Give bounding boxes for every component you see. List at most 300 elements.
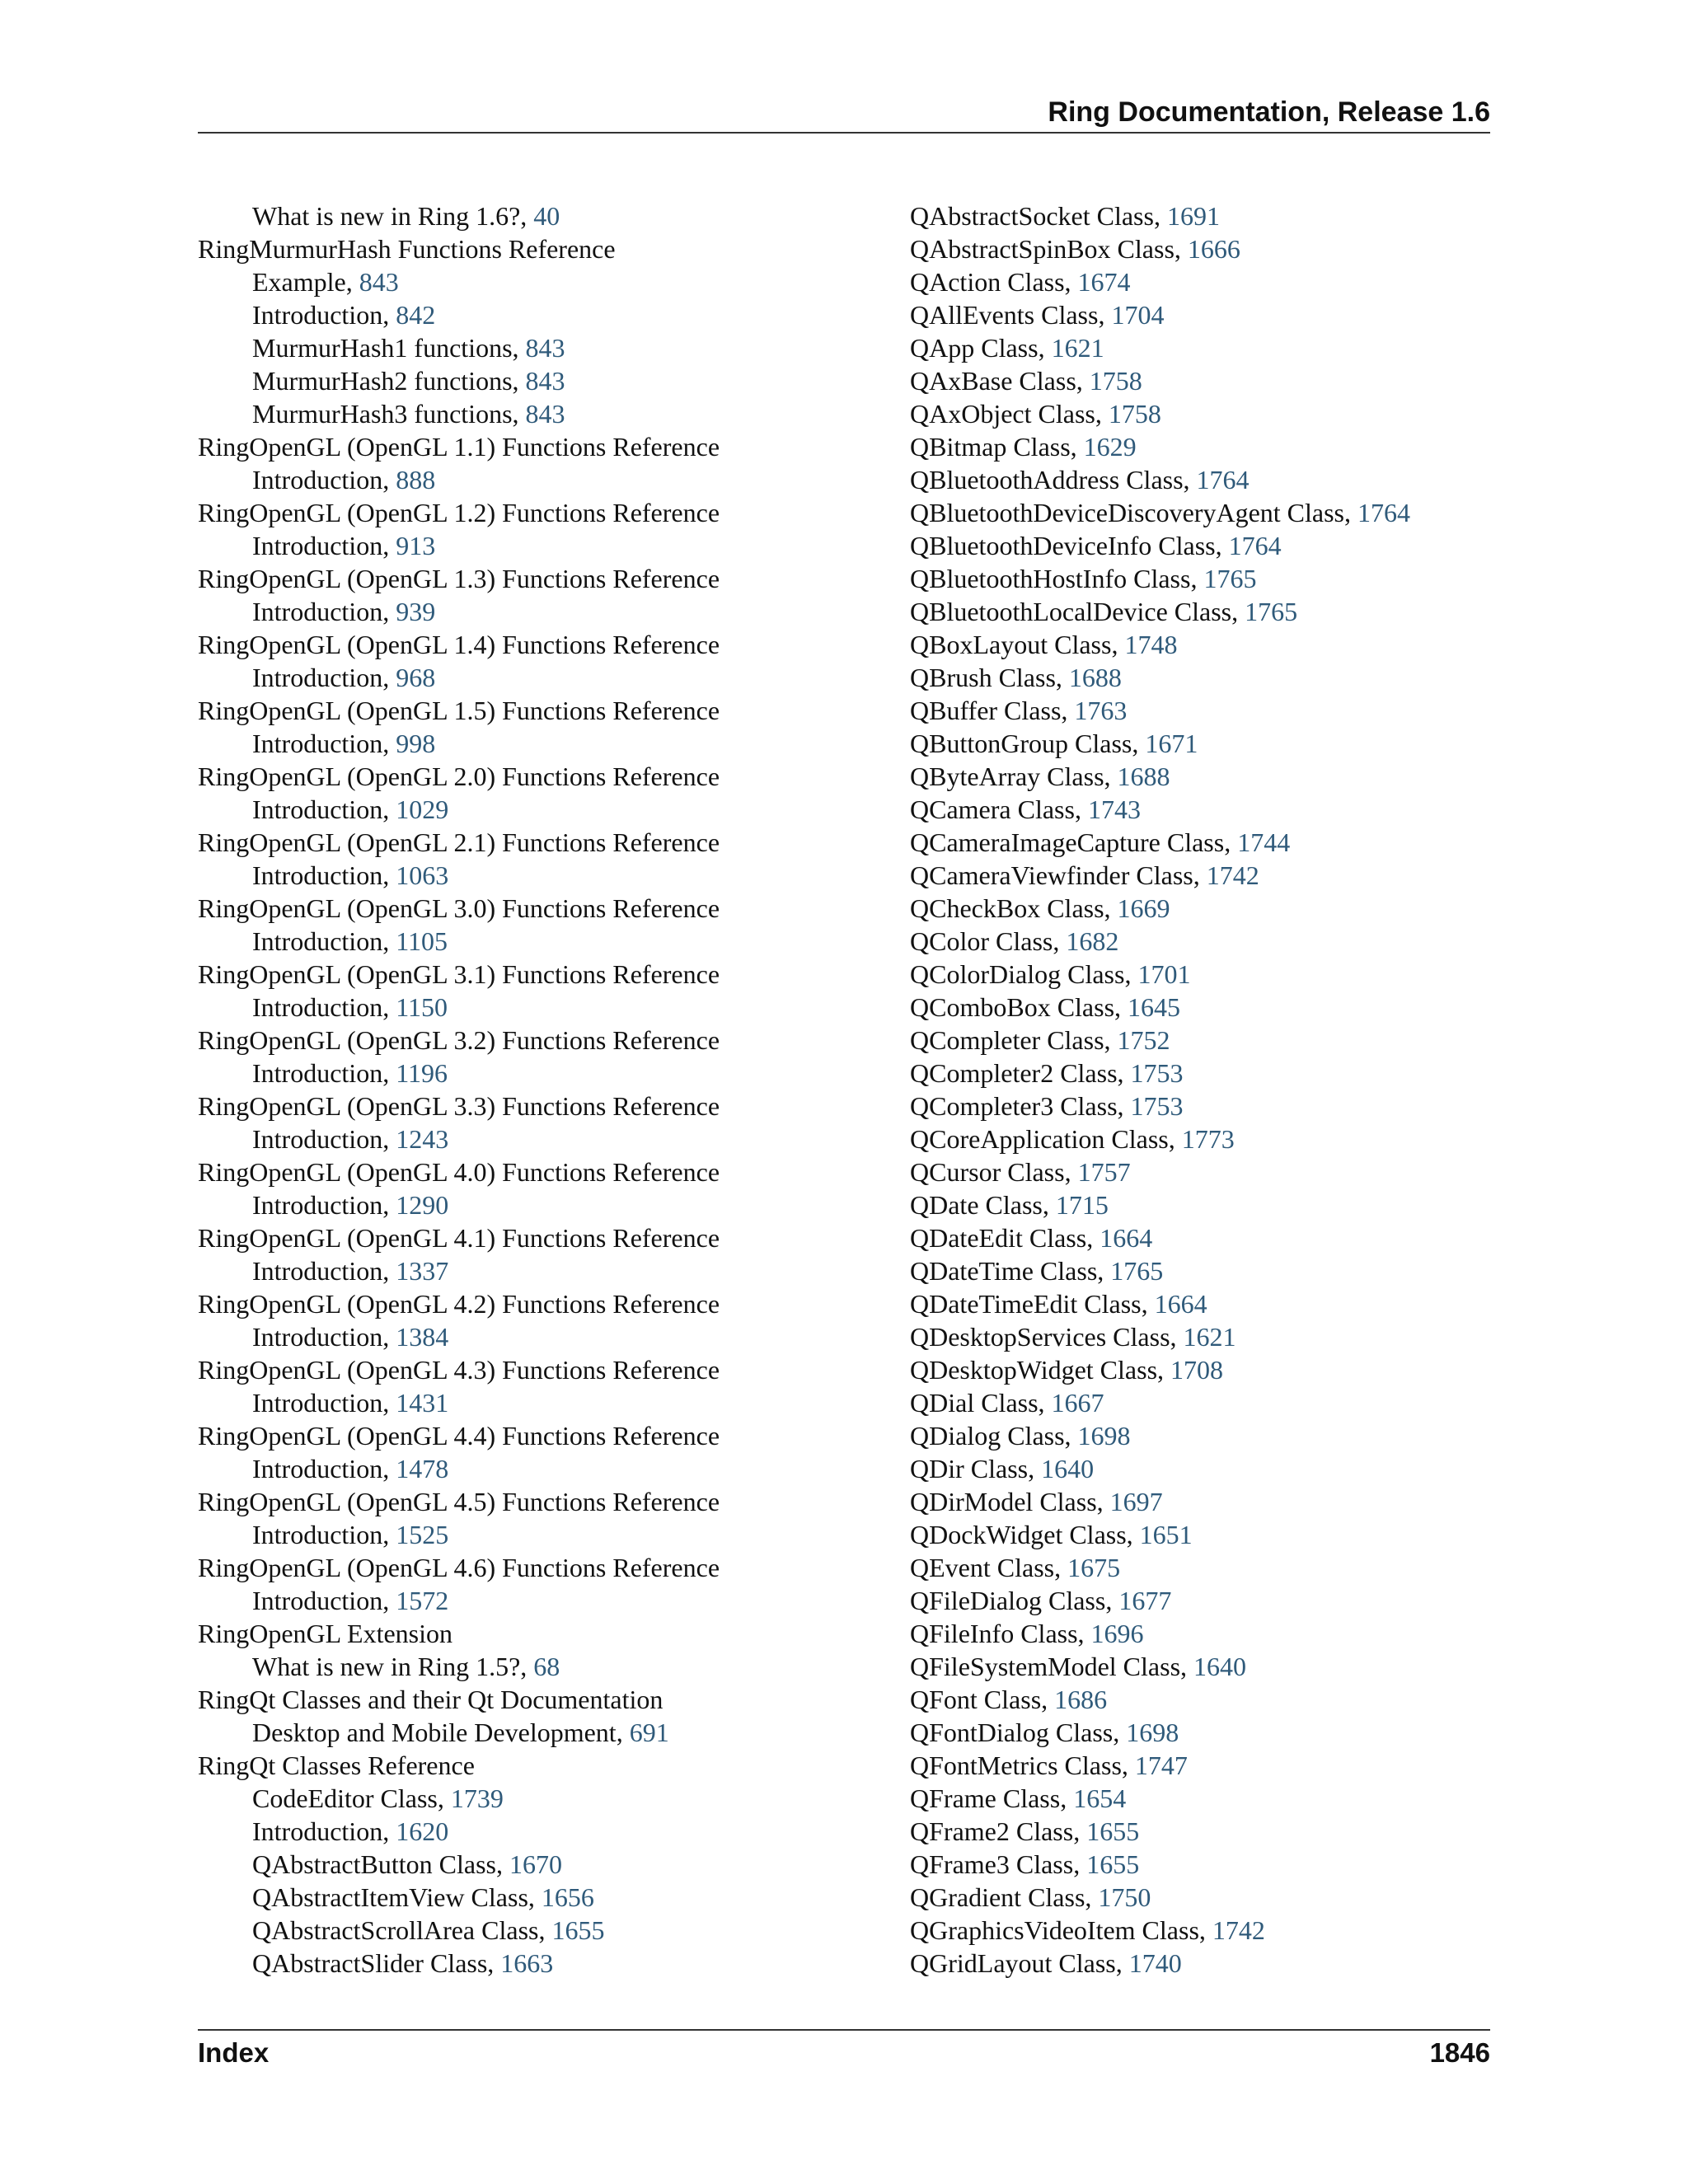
page-link[interactable]: 1758: [1089, 366, 1142, 396]
index-entry-text: QDateTimeEdit Class: [910, 1289, 1142, 1319]
index-entry: [910, 1749, 1536, 1782]
separator: ,: [382, 729, 396, 758]
separator: ,: [1141, 1289, 1155, 1319]
index-entry: [910, 1024, 1536, 1057]
separator: ,: [1053, 926, 1067, 956]
page-link[interactable]: 1675: [1067, 1553, 1121, 1582]
page-number: 1846: [1429, 2037, 1490, 2068]
index-entry: [910, 1090, 1536, 1122]
page-link[interactable]: 1655: [1086, 1849, 1140, 1879]
page-link[interactable]: 1764: [1228, 531, 1282, 560]
page-link[interactable]: 1763: [1074, 696, 1128, 725]
separator: ,: [1073, 1816, 1087, 1846]
page-link[interactable]: 40: [533, 201, 560, 231]
index-entry-text: QFrame2 Class: [910, 1816, 1074, 1846]
index-entry-text: RingOpenGL (OpenGL 4.6) Functions Reference: [198, 1553, 720, 1582]
index-entry: [910, 1419, 1536, 1452]
page-link[interactable]: 843: [525, 366, 565, 396]
index-column-right: [910, 199, 1536, 1980]
index-column-left: [198, 199, 874, 1980]
index-entry-text: Introduction: [252, 1190, 383, 1220]
index-entry: [910, 1617, 1536, 1650]
index-entry-text: RingOpenGL (OpenGL 4.4) Functions Reference: [198, 1421, 720, 1451]
page-link[interactable]: 1478: [396, 1454, 449, 1483]
page-link[interactable]: 1753: [1130, 1091, 1184, 1121]
index-entry: [910, 397, 1536, 430]
index-entry: [910, 760, 1536, 793]
index-entry-text: Introduction: [252, 663, 383, 692]
index-entry-text: Introduction: [252, 1322, 383, 1352]
page-link[interactable]: 913: [396, 531, 436, 560]
index-entry: [910, 1914, 1536, 1947]
index-subentry: [198, 1188, 874, 1221]
page-link[interactable]: 1773: [1181, 1124, 1235, 1154]
index-entry-text: QBitmap Class: [910, 432, 1071, 462]
page-link[interactable]: 1669: [1117, 893, 1170, 923]
index-entry-text: QApp Class: [910, 333, 1039, 363]
page-link[interactable]: 1525: [396, 1520, 449, 1549]
page-link[interactable]: 691: [629, 1718, 669, 1747]
separator: ,: [437, 1783, 451, 1813]
separator: ,: [1064, 1421, 1078, 1451]
separator: ,: [382, 1816, 396, 1846]
index-entry-text: QAbstractScrollArea Class: [252, 1915, 539, 1945]
index-entry: [910, 925, 1536, 958]
index-subentry: [198, 1848, 874, 1881]
separator: ,: [382, 597, 396, 626]
separator: ,: [512, 399, 526, 429]
separator: ,: [382, 926, 396, 956]
separator: ,: [1060, 1783, 1074, 1813]
index-entry-text: QCameraImageCapture Class: [910, 827, 1225, 857]
index-entry-text: QDirModel Class: [910, 1487, 1097, 1516]
page-link[interactable]: 1150: [396, 992, 448, 1022]
page-link[interactable]: 1696: [1090, 1619, 1144, 1648]
index-entry-text: QDialog Class: [910, 1421, 1065, 1451]
page-link[interactable]: 842: [396, 300, 436, 330]
index-entry-text: RingOpenGL (OpenGL 2.1) Functions Reference: [198, 827, 720, 857]
page-link[interactable]: 1682: [1066, 926, 1119, 956]
page-link[interactable]: 1629: [1083, 432, 1137, 462]
index-entry: [910, 331, 1536, 364]
index-entry-text: QAction Class: [910, 267, 1065, 297]
separator: ,: [1038, 1388, 1052, 1418]
index-entry-text: What is new in Ring 1.5?: [252, 1652, 521, 1681]
index-entry-text: QBluetoothDeviceDiscoveryAgent Class: [910, 498, 1344, 527]
index-entry: [910, 1848, 1536, 1881]
page-link[interactable]: 1384: [396, 1322, 449, 1352]
index-entry: [198, 892, 874, 925]
index-entry: [910, 529, 1536, 562]
separator: ,: [1086, 1223, 1100, 1253]
page-link[interactable]: 1691: [1166, 201, 1220, 231]
page-link[interactable]: 939: [396, 597, 436, 626]
index-entry: [910, 628, 1536, 661]
index-entry: [910, 958, 1536, 991]
separator: ,: [1104, 893, 1118, 923]
index-entry: [910, 859, 1536, 892]
index-entry: [910, 1683, 1536, 1716]
index-entry-text: Introduction: [252, 860, 383, 890]
index-entry-text: QDockWidget Class: [910, 1520, 1127, 1549]
index-entry: [198, 430, 874, 463]
page-link[interactable]: 1620: [396, 1816, 449, 1846]
page-link[interactable]: 1752: [1117, 1025, 1170, 1055]
document-title: Ring Documentation, Release 1.6: [1048, 96, 1490, 128]
index-entry-text: QGraphicsVideoItem Class: [910, 1915, 1199, 1945]
index-entry-text: QBluetoothDeviceInfo Class: [910, 531, 1216, 560]
page-link[interactable]: 1105: [396, 926, 448, 956]
page-link[interactable]: 1655: [1086, 1816, 1140, 1846]
index-entry: [910, 1485, 1536, 1518]
index-entry-text: QCursor Class: [910, 1157, 1065, 1187]
index-entry-text: QButtonGroup Class: [910, 729, 1132, 758]
page-link[interactable]: 1688: [1117, 762, 1170, 791]
index-entry-text: RingOpenGL (OpenGL 3.3) Functions Reference: [198, 1091, 720, 1121]
page-link[interactable]: 1572: [396, 1586, 449, 1615]
index-entry: [910, 1386, 1536, 1419]
index-entry: [910, 1320, 1536, 1353]
index-subentry: [198, 298, 874, 331]
separator: ,: [1174, 234, 1188, 264]
page-link[interactable]: 1663: [500, 1948, 554, 1978]
index-subentry: [198, 529, 874, 562]
index-entry: [198, 1749, 874, 1782]
separator: ,: [1064, 267, 1078, 297]
index-entry-text: QBluetoothLocalDevice Class: [910, 597, 1232, 626]
index-entry-text: RingOpenGL (OpenGL 3.1) Functions Reference: [198, 959, 720, 989]
index-entry: [198, 1485, 874, 1518]
separator: ,: [1114, 992, 1128, 1022]
page-footer: [198, 2029, 1490, 2072]
page-link[interactable]: 1688: [1068, 663, 1122, 692]
page-link[interactable]: 1666: [1187, 234, 1240, 264]
index-entry: [910, 430, 1536, 463]
page-link[interactable]: 1744: [1237, 827, 1291, 857]
page-link[interactable]: 1674: [1077, 267, 1131, 297]
page-link[interactable]: 1677: [1118, 1586, 1172, 1615]
index-entry-text: Introduction: [252, 1124, 383, 1154]
index-entry-text: QDesktopServices Class: [910, 1322, 1170, 1352]
page-link[interactable]: 1697: [1109, 1487, 1163, 1516]
page-link[interactable]: 1664: [1100, 1223, 1153, 1253]
index-entry: [910, 1782, 1536, 1815]
index-subentry: [198, 199, 874, 232]
separator: ,: [487, 1948, 501, 1978]
index-entry: [910, 199, 1536, 232]
index-entry-text: QCompleter3 Class: [910, 1091, 1118, 1121]
index-entry-text: Introduction: [252, 1454, 383, 1483]
index-entry: [910, 1353, 1536, 1386]
separator: ,: [1117, 1058, 1131, 1088]
index-entry: [198, 826, 874, 859]
index-entry-text: Introduction: [252, 1586, 383, 1615]
page-link[interactable]: 1747: [1134, 1750, 1188, 1780]
index-entry-text: QDateEdit Class: [910, 1223, 1087, 1253]
page-link[interactable]: 998: [396, 729, 436, 758]
index-entry: [910, 826, 1536, 859]
page-link[interactable]: 1757: [1077, 1157, 1131, 1187]
page-link[interactable]: 1740: [1128, 1948, 1182, 1978]
index-subentry: [198, 1452, 874, 1485]
index-entry-text: RingOpenGL (OpenGL 4.5) Functions Reference: [198, 1487, 720, 1516]
index-entry-text: RingOpenGL (OpenGL 1.4) Functions Reference: [198, 630, 720, 659]
index-entry: [198, 1551, 874, 1584]
index-entry: [198, 1353, 874, 1386]
page-link[interactable]: 1701: [1137, 959, 1191, 989]
index-entry: [910, 595, 1536, 628]
index-entry: [910, 265, 1536, 298]
separator: ,: [1215, 531, 1229, 560]
separator: ,: [1104, 762, 1118, 791]
index-entry: [198, 1024, 874, 1057]
index-entry: [910, 1518, 1536, 1551]
page-link[interactable]: 1764: [1357, 498, 1410, 527]
index-entry-text: MurmurHash3 functions: [252, 399, 513, 429]
page-link[interactable]: 1640: [1193, 1652, 1247, 1681]
page-link[interactable]: 1029: [396, 794, 449, 824]
separator: ,: [382, 1586, 396, 1615]
index-entry-text: QDial Class: [910, 1388, 1039, 1418]
page-link[interactable]: 843: [359, 267, 399, 297]
index-subentry: [198, 1947, 874, 1980]
index-entry-text: QFont Class: [910, 1685, 1042, 1714]
page-link[interactable]: 1670: [509, 1849, 562, 1879]
index-entry-text: Introduction: [252, 300, 383, 330]
index-entry: [198, 628, 874, 661]
separator: ,: [1098, 300, 1112, 330]
index-entry-text: RingOpenGL (OpenGL 1.1) Functions Reference: [198, 432, 720, 462]
separator: ,: [382, 1124, 396, 1154]
page-link[interactable]: 1654: [1073, 1783, 1127, 1813]
index-entry-text: RingOpenGL (OpenGL 4.3) Functions Reference: [198, 1355, 720, 1385]
index-subentry: [198, 991, 874, 1024]
separator: ,: [382, 1454, 396, 1483]
index-entry: [910, 562, 1536, 595]
page-link[interactable]: 68: [533, 1652, 560, 1681]
separator: ,: [1224, 827, 1238, 857]
index-entry-text: QFileDialog Class: [910, 1586, 1106, 1615]
page-link[interactable]: 1655: [551, 1915, 605, 1945]
page-link[interactable]: 1765: [1245, 597, 1298, 626]
page-link[interactable]: 1743: [1087, 794, 1141, 824]
index-entry: [910, 496, 1536, 529]
index-entry-text: QAbstractSocket Class: [910, 201, 1154, 231]
page-link[interactable]: 1671: [1145, 729, 1198, 758]
page-link[interactable]: 1704: [1111, 300, 1165, 330]
index-entry: [910, 1584, 1536, 1617]
page-link[interactable]: 1698: [1126, 1718, 1179, 1747]
separator: ,: [1126, 1520, 1140, 1549]
page-link[interactable]: 843: [525, 399, 565, 429]
page-link[interactable]: 888: [396, 465, 436, 494]
index-subentry: [198, 859, 874, 892]
index-subentry: [198, 793, 874, 826]
page-link[interactable]: 1715: [1055, 1190, 1109, 1220]
index-entry-text: QEvent Class: [910, 1553, 1055, 1582]
index-entry: [198, 1617, 874, 1650]
separator: ,: [616, 1718, 630, 1747]
separator: ,: [1132, 729, 1146, 758]
index-entry-text: Introduction: [252, 1058, 383, 1088]
page-link[interactable]: 1667: [1051, 1388, 1104, 1418]
page-link[interactable]: 1753: [1130, 1058, 1184, 1088]
index-entry-text: QAxObject Class: [910, 399, 1095, 429]
page-link[interactable]: 1651: [1139, 1520, 1193, 1549]
page-link[interactable]: 1750: [1098, 1882, 1151, 1912]
page-link[interactable]: 1742: [1212, 1915, 1265, 1945]
page-link[interactable]: 968: [396, 663, 436, 692]
page-link[interactable]: 1764: [1196, 465, 1250, 494]
index-entry-text: RingOpenGL Extension: [198, 1619, 452, 1648]
index-entry: [910, 1155, 1536, 1188]
page-link[interactable]: 1645: [1128, 992, 1181, 1022]
index-subentry: [198, 1716, 874, 1749]
index-subentry: [198, 1881, 874, 1914]
page-link[interactable]: 1431: [396, 1388, 449, 1418]
index-entry-text: QCheckBox Class: [910, 893, 1104, 923]
page-link[interactable]: 1621: [1051, 333, 1104, 363]
index-entry-text: QAxBase Class: [910, 366, 1076, 396]
index-entry-text: RingOpenGL (OpenGL 4.2) Functions Reference: [198, 1289, 720, 1319]
index-subentry: [198, 1782, 874, 1815]
separator: ,: [382, 1190, 396, 1220]
index-subentry: [198, 265, 874, 298]
page-header: [198, 92, 1490, 134]
separator: ,: [382, 1256, 396, 1286]
index-entry: [910, 1254, 1536, 1287]
index-subentry: [198, 1584, 874, 1617]
index-entry-text: QDesktopWidget Class: [910, 1355, 1158, 1385]
index-subentry: [198, 364, 874, 397]
index-subentry: [198, 1122, 874, 1155]
separator: ,: [512, 366, 526, 396]
separator: ,: [1170, 1322, 1184, 1352]
index-entry: [910, 1650, 1536, 1683]
index-subentry: [198, 1815, 874, 1848]
index-entry-text: QFrame3 Class: [910, 1849, 1074, 1879]
index-entry: [910, 1287, 1536, 1320]
separator: ,: [1157, 1355, 1171, 1385]
page-link[interactable]: 1621: [1183, 1322, 1236, 1352]
index-entry-text: Introduction: [252, 531, 383, 560]
index-entry-text: QBrush Class: [910, 663, 1056, 692]
page-link[interactable]: 1739: [450, 1783, 504, 1813]
separator: ,: [382, 465, 396, 494]
separator: ,: [382, 1322, 396, 1352]
index-entry: [198, 496, 874, 529]
separator: ,: [1104, 1025, 1118, 1055]
page-link[interactable]: 1765: [1110, 1256, 1164, 1286]
index-entry: [910, 694, 1536, 727]
index-entry-text: RingOpenGL (OpenGL 3.2) Functions Reference: [198, 1025, 720, 1055]
index-entry: [910, 1452, 1536, 1485]
index-entry-text: QCompleter2 Class: [910, 1058, 1118, 1088]
index-entry-text: QComboBox Class: [910, 992, 1115, 1022]
separator: ,: [1064, 1157, 1078, 1187]
page-link[interactable]: 1698: [1077, 1421, 1131, 1451]
page-link[interactable]: 1765: [1203, 564, 1257, 593]
page-link[interactable]: 1742: [1206, 860, 1259, 890]
index-entry-text: QGridLayout Class: [910, 1948, 1116, 1978]
index-entry: [198, 1683, 874, 1716]
separator: ,: [1054, 1553, 1068, 1582]
index-entry-text: MurmurHash2 functions: [252, 366, 513, 396]
page-link[interactable]: 1686: [1054, 1685, 1108, 1714]
index-entry-text: Introduction: [252, 1256, 383, 1286]
page-link[interactable]: 843: [525, 333, 565, 363]
separator: ,: [382, 794, 396, 824]
page-link[interactable]: 1758: [1108, 399, 1161, 429]
index-entry: [198, 562, 874, 595]
index-subentry: [198, 1386, 874, 1419]
index-entry: [910, 661, 1536, 694]
index-entry-text: QBuffer Class: [910, 696, 1062, 725]
index-entry: [910, 1551, 1536, 1584]
page-link[interactable]: 1337: [396, 1256, 449, 1286]
index-entry: [910, 1188, 1536, 1221]
index-entry-text: QCameraViewfinder Class: [910, 860, 1193, 890]
separator: ,: [1105, 1586, 1119, 1615]
index-entry: [910, 793, 1536, 826]
page-link[interactable]: 1640: [1041, 1454, 1095, 1483]
index-entry-text: Introduction: [252, 1520, 383, 1549]
separator: ,: [382, 531, 396, 560]
page-link[interactable]: 1243: [396, 1124, 449, 1154]
index-entry-text: QFrame Class: [910, 1783, 1061, 1813]
index-entry: [198, 1090, 874, 1122]
index-subentry: [198, 727, 874, 760]
index-entry-text: QAbstractSlider Class: [252, 1948, 488, 1978]
separator: ,: [1038, 333, 1052, 363]
index-entry-text: QBluetoothHostInfo Class: [910, 564, 1191, 593]
separator: ,: [382, 1388, 396, 1418]
separator: ,: [1096, 1487, 1110, 1516]
separator: ,: [1041, 1685, 1055, 1714]
index-entry: [198, 1419, 874, 1452]
index-entry-text: RingOpenGL (OpenGL 3.0) Functions Reference: [198, 893, 720, 923]
page-link[interactable]: 1656: [541, 1882, 594, 1912]
separator: ,: [382, 1058, 396, 1088]
index-entry: [198, 760, 874, 793]
section-name: Index: [198, 2037, 270, 2068]
index-entry-text: RingOpenGL (OpenGL 4.0) Functions Reference: [198, 1157, 720, 1187]
page-link[interactable]: 1748: [1124, 630, 1178, 659]
page-link[interactable]: 1664: [1154, 1289, 1207, 1319]
index-entry-text: QBluetoothAddress Class: [910, 465, 1184, 494]
page-link[interactable]: 1063: [396, 860, 449, 890]
index-entry-text: QAbstractButton Class: [252, 1849, 496, 1879]
index-entry-text: RingQt Classes and their Qt Documentation: [198, 1685, 663, 1714]
page-link[interactable]: 1708: [1170, 1355, 1224, 1385]
separator: ,: [1115, 1948, 1129, 1978]
index-entry-text: QColor Class: [910, 926, 1053, 956]
index-entry-text: Introduction: [252, 729, 383, 758]
page-link[interactable]: 1290: [396, 1190, 449, 1220]
index-entry-text: CodeEditor Class: [252, 1783, 438, 1813]
index-subentry: [198, 1254, 874, 1287]
index-entry: [910, 463, 1536, 496]
index-entry-text: QDate Class: [910, 1190, 1043, 1220]
index-entry: [198, 1287, 874, 1320]
separator: ,: [382, 300, 396, 330]
page-link[interactable]: 1196: [396, 1058, 448, 1088]
index-entry-text: RingQt Classes Reference: [198, 1750, 475, 1780]
index-entry-text: RingOpenGL (OpenGL 2.0) Functions Reference: [198, 762, 720, 791]
separator: ,: [1344, 498, 1357, 527]
separator: ,: [1061, 696, 1075, 725]
index-entry-text: Example: [252, 267, 346, 297]
